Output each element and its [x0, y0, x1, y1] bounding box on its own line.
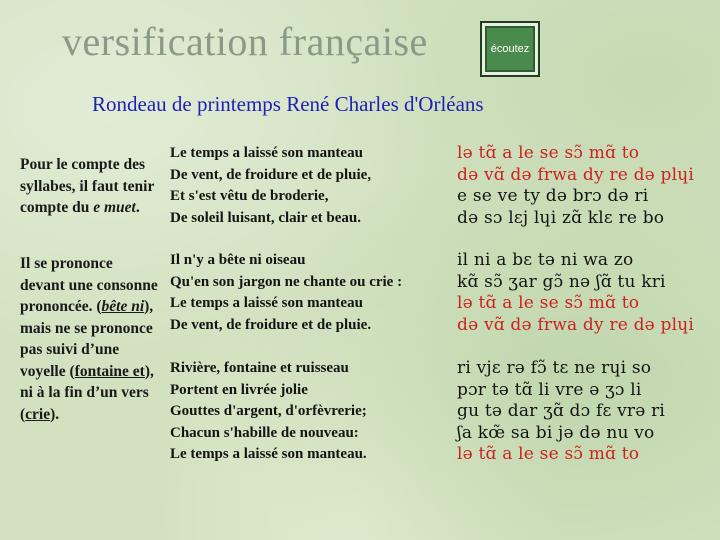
- example-crie: crie: [25, 405, 51, 423]
- note-syllable-count: [20, 154, 158, 219]
- verse-line: De vent, de froidure et de pluie.: [170, 316, 372, 333]
- phonetic-line: gu tə dar ʒɑ̃ dɔ fɛ vrə ri: [457, 401, 666, 421]
- poem-title: Rondeau de printemps René Charles d'Orléans: [92, 92, 484, 116]
- verse-line: Chacun s'habille de nouveau:: [170, 424, 359, 441]
- phonetic-line: kɑ̃ sɔ̃ ʒar gɔ̃ nə ʃɑ̃ tu kri: [457, 271, 666, 292]
- listen-button[interactable]: écoutez: [480, 21, 540, 77]
- phonetic-line: e se ve ty də brɔ də ri: [457, 186, 649, 206]
- verse-line: De vent, de froidure et de pluie,: [170, 166, 372, 183]
- phonetic-line-refrain: lə tɑ̃ a le se sɔ̃ mɑ̃ to: [457, 143, 640, 163]
- stanza-1: [170, 143, 371, 229]
- verse-line: Qu'en son jargon ne chante ou crie :: [170, 273, 403, 290]
- phonetic-line-refrain: lə tɑ̃ a le se sɔ̃ mɑ̃ to: [457, 293, 640, 313]
- verse-line: Et s'est vêtu de broderie,: [170, 188, 329, 204]
- phonetic-line: pɔr tə tɑ̃ li vre ə ʒɔ li: [457, 379, 642, 400]
- note-text: ).: [50, 405, 60, 423]
- verse-line: Le temps a laissé son manteau: [170, 295, 363, 311]
- phonetic-stanza-3: [457, 358, 665, 466]
- page-title: versification française: [62, 19, 428, 64]
- phonetic-line: də sɔ lɛj lɥi zɑ̃ klɛ re bo: [457, 207, 665, 228]
- note-text: Il se prononce devant une consonne prononcée. (: [20, 255, 158, 315]
- phonetic-line-refrain: də vɑ̃ də frwa dy re də plɥi: [457, 164, 695, 185]
- note-text: .: [135, 199, 140, 216]
- verse-line: Gouttes d'argent, d'orfèvrerie;: [170, 403, 367, 419]
- note-text: Pour le compte des syllabes, il faut tenir compte du: [20, 156, 155, 216]
- stanza-3: [170, 358, 367, 466]
- note-pronunciation: [20, 253, 158, 425]
- phonetic-stanza-2: [457, 250, 694, 336]
- phonetic-line: ri vjɛ rə fɔ̃ tɛ ne rɥi so: [457, 358, 652, 378]
- example-bete-ni: bête ni: [101, 298, 145, 315]
- phonetic-line: il ni a bɛ tə ni wa zo: [457, 250, 634, 270]
- verse-line: Il n'y a bête ni oiseau: [170, 252, 306, 268]
- note-text: ), ni à la fin d’un vers (: [20, 362, 154, 423]
- note-text: ), mais ne se prononce pas suivi d’une voyelle (: [20, 298, 154, 380]
- phonetic-stanza-1: [457, 143, 694, 229]
- note-emphasis: e muet: [93, 199, 136, 216]
- phonetic-line-refrain: lə tɑ̃ a le se sɔ̃ mɑ̃ to: [457, 444, 640, 464]
- verse-line: Le temps a laissé son manteau: [170, 145, 363, 161]
- example-fontaine-et: fontaine et: [74, 362, 145, 380]
- verse-line: Le temps a laissé son manteau.: [170, 446, 367, 462]
- phonetic-line-refrain: də vɑ̃ də frwa dy re də plɥi: [457, 314, 695, 335]
- verse-line: De soleil luisant, clair et beau.: [170, 209, 361, 226]
- phonetic-line: ʃa kœ̃ sa bi jə də nu vo: [457, 422, 655, 443]
- stanza-2: [170, 250, 402, 336]
- verse-line: Rivière, fontaine et ruisseau: [170, 360, 349, 376]
- verse-line: Portent en livrée jolie: [170, 381, 308, 398]
